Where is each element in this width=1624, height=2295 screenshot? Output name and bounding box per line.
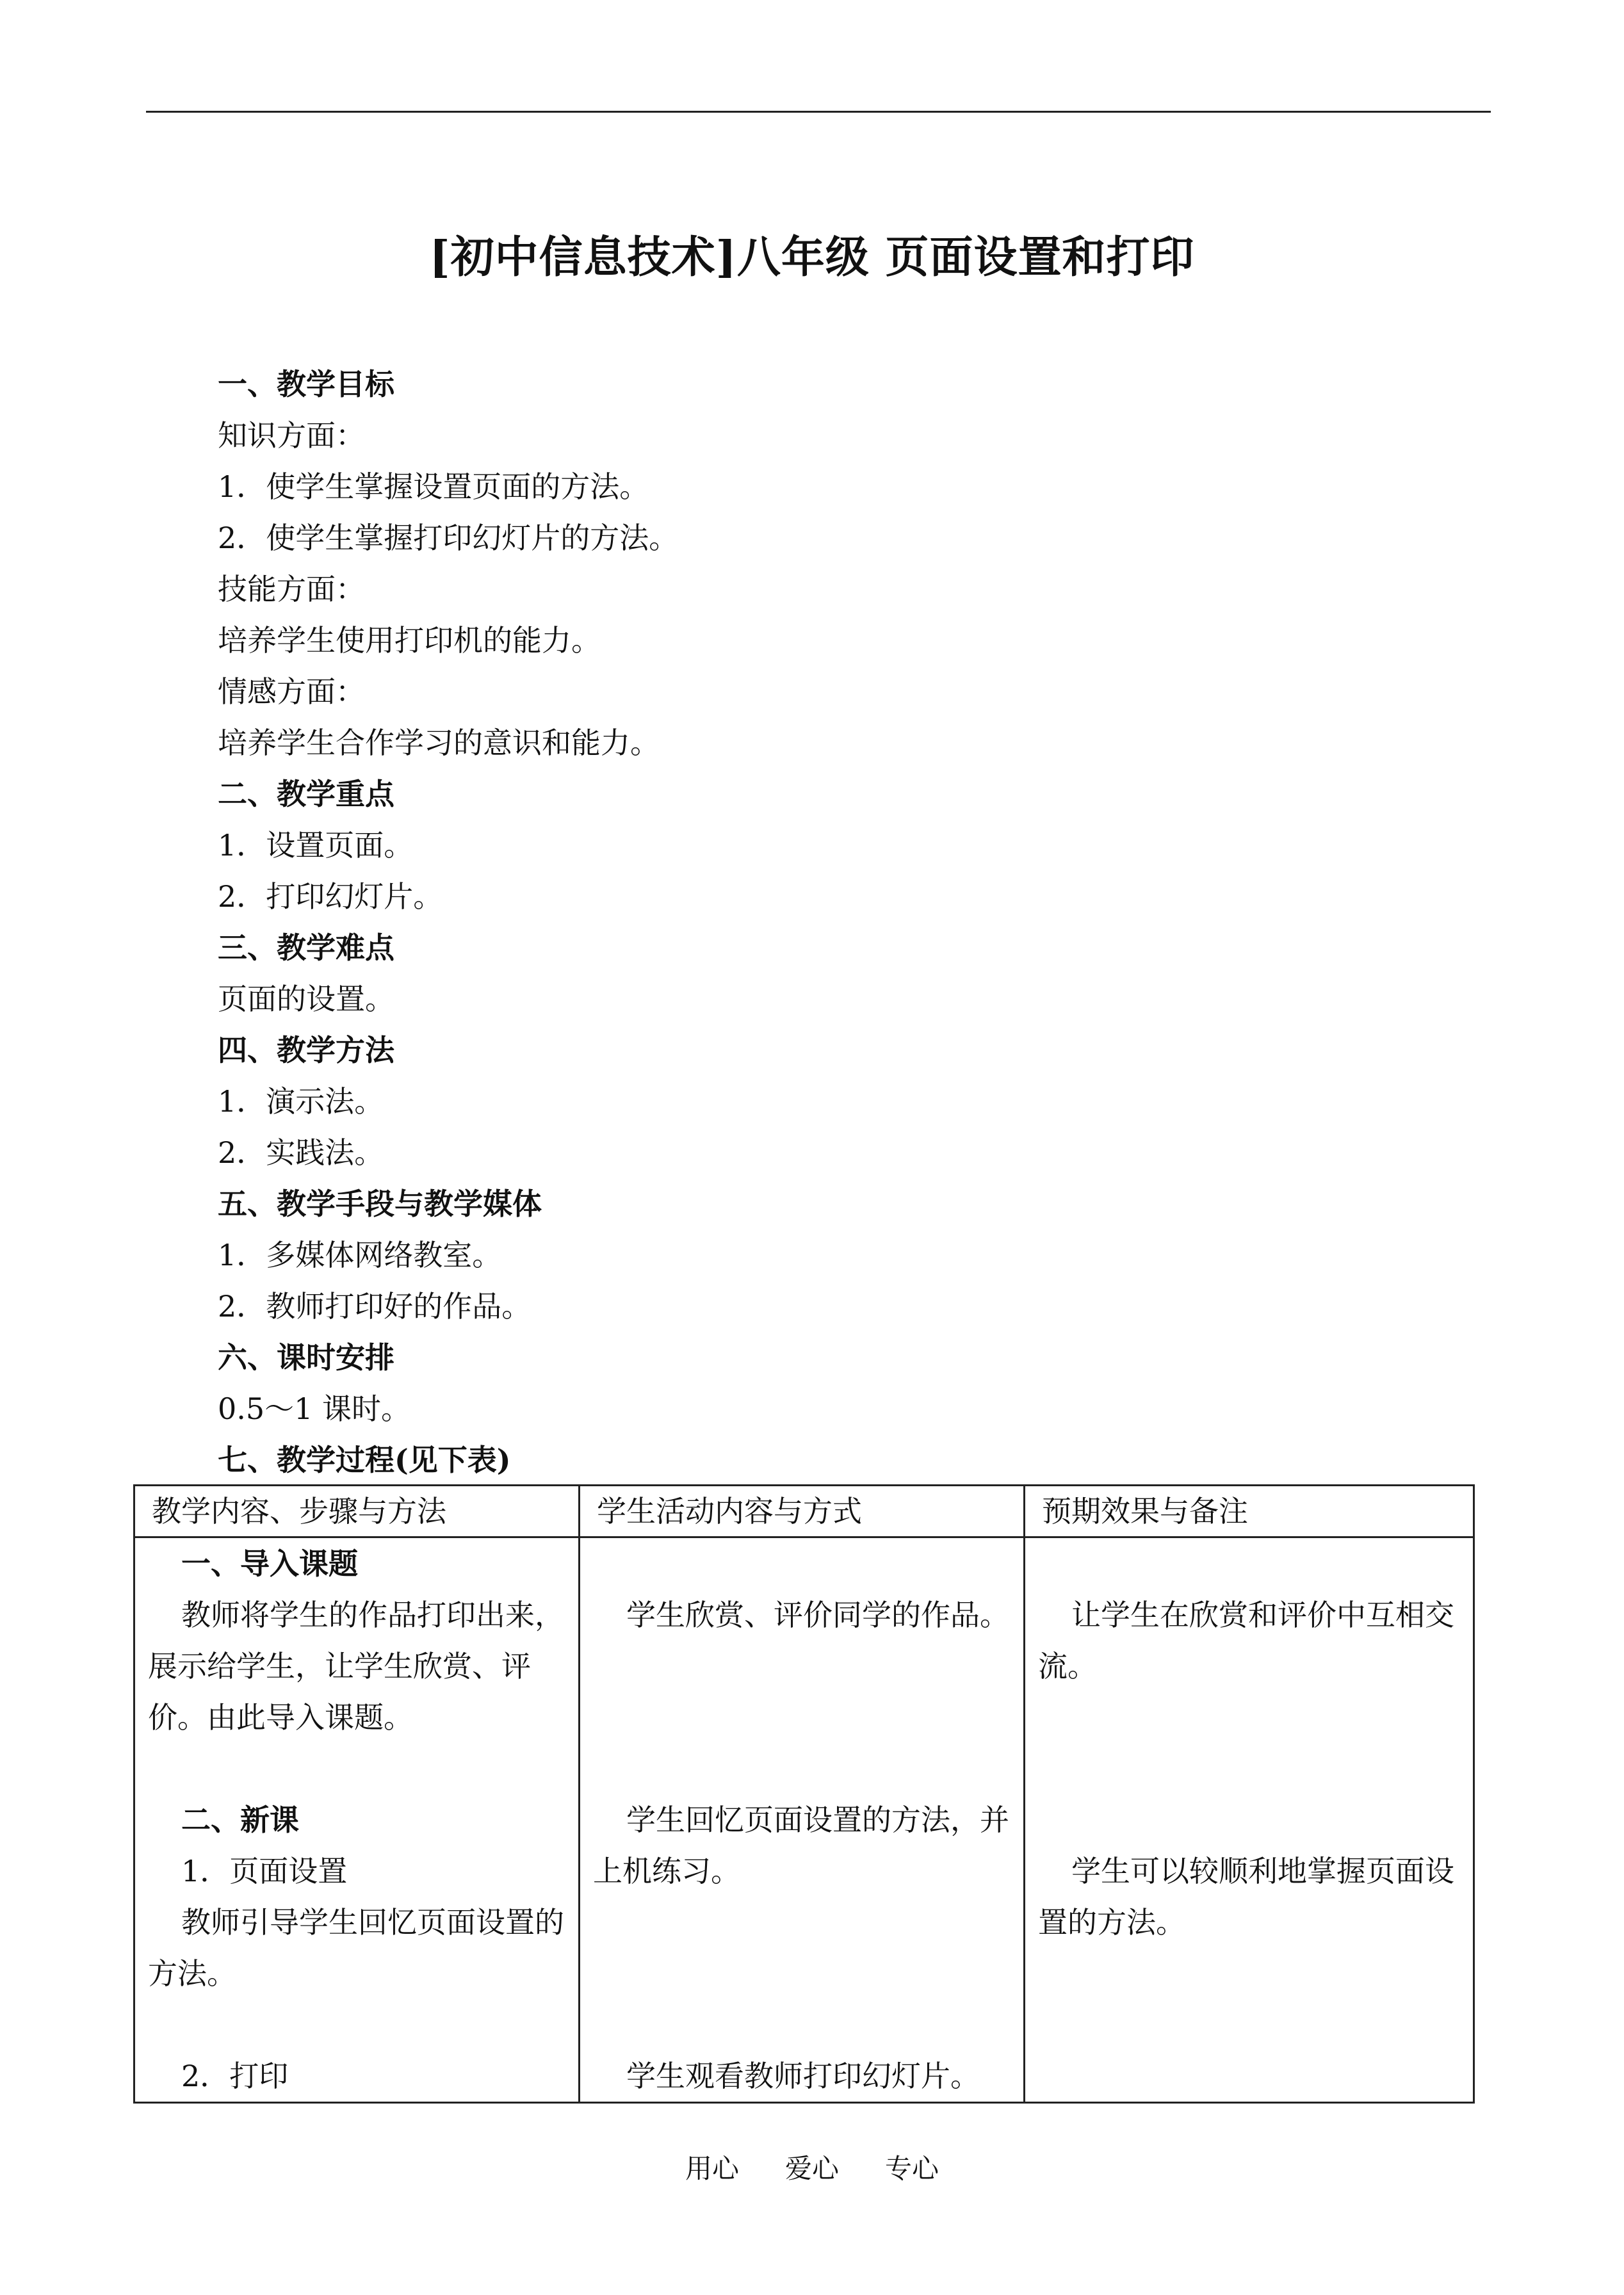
table-header-cell: 学生活动内容与方式 <box>580 1486 1025 1537</box>
header-rule <box>146 111 1491 113</box>
section-heading: 二、新课 <box>181 1803 299 1837</box>
footer-text: 专心 <box>885 2153 939 2184</box>
outline-line: 知识方面： <box>218 418 365 453</box>
table-cell-activity <box>580 1537 1025 2103</box>
outline-line: 2．实践法。 <box>218 1135 384 1170</box>
cell-paragraph: 学生欣赏、评价同学的作品。 <box>626 1598 1009 1632</box>
table-row <box>134 1537 1474 2103</box>
table-cell-expected <box>1025 1537 1474 2103</box>
lesson-outline <box>218 359 1498 1486</box>
outline-line: 2．使学生掌握打印幻灯片的方法。 <box>218 521 679 555</box>
section-heading: 七、教学过程(见下表) <box>218 1443 511 1477</box>
document-title: [初中信息技术]八年级 页面设置和打印 <box>429 232 1195 283</box>
cell-item: 1．页面设置 <box>181 1854 348 1888</box>
table-header-row <box>134 1486 1474 1537</box>
footer-text: 用心 <box>685 2153 739 2184</box>
teaching-process-table <box>133 1484 1475 2104</box>
outline-line: 1．多媒体网络教室。 <box>218 1238 502 1272</box>
section-heading: 二、教学重点 <box>218 777 394 811</box>
outline-line: 2．教师打印好的作品。 <box>218 1289 532 1324</box>
outline-line: 技能方面： <box>218 572 365 606</box>
section-heading: 六、课时安排 <box>218 1340 394 1375</box>
outline-line: 1．演示法。 <box>218 1084 384 1119</box>
table-cell-content <box>134 1537 580 2103</box>
section-heading: 一、教学目标 <box>218 367 394 401</box>
outline-line: 0.5～1 课时。 <box>218 1391 411 1426</box>
section-heading: 五、教学手段与教学媒体 <box>218 1187 542 1221</box>
cell-paragraph: 让学生在欣赏和评价中互相交流。 <box>1038 1598 1454 1683</box>
outline-line: 1．使学生掌握设置页面的方法。 <box>218 469 649 504</box>
cell-paragraph: 教师将学生的作品打印出来，展示给学生，让学生欣赏、评价。由此导入课题。 <box>148 1598 564 1735</box>
outline-line: 情感方面： <box>218 674 365 709</box>
cell-paragraph: 学生观看教师打印幻灯片。 <box>626 2059 980 2093</box>
outline-line: 2．打印幻灯片。 <box>218 879 443 914</box>
cell-paragraph: 学生回忆页面设置的方法，并上机练习。 <box>593 1803 1009 1888</box>
table-header-cell: 教学内容、步骤与方法 <box>134 1486 580 1537</box>
section-heading: 一、导入课题 <box>181 1546 358 1581</box>
footer-text: 爱心 <box>784 2153 839 2184</box>
outline-line: 培养学生使用打印机的能力。 <box>218 623 601 658</box>
section-heading: 三、教学难点 <box>218 930 394 965</box>
outline-line: 页面的设置。 <box>218 982 394 1016</box>
outline-line: 培养学生合作学习的意识和能力。 <box>218 726 660 760</box>
cell-paragraph: 教师引导学生回忆页面设置的方法。 <box>148 1905 564 1991</box>
table-header-cell: 预期效果与备注 <box>1025 1486 1474 1537</box>
section-heading: 四、教学方法 <box>218 1033 394 1067</box>
cell-item: 2．打印 <box>181 2059 289 2093</box>
page-footer <box>0 2148 1624 2186</box>
cell-paragraph: 学生可以较顺利地掌握页面设置的方法。 <box>1038 1854 1454 1940</box>
outline-line: 1．设置页面。 <box>218 828 414 863</box>
